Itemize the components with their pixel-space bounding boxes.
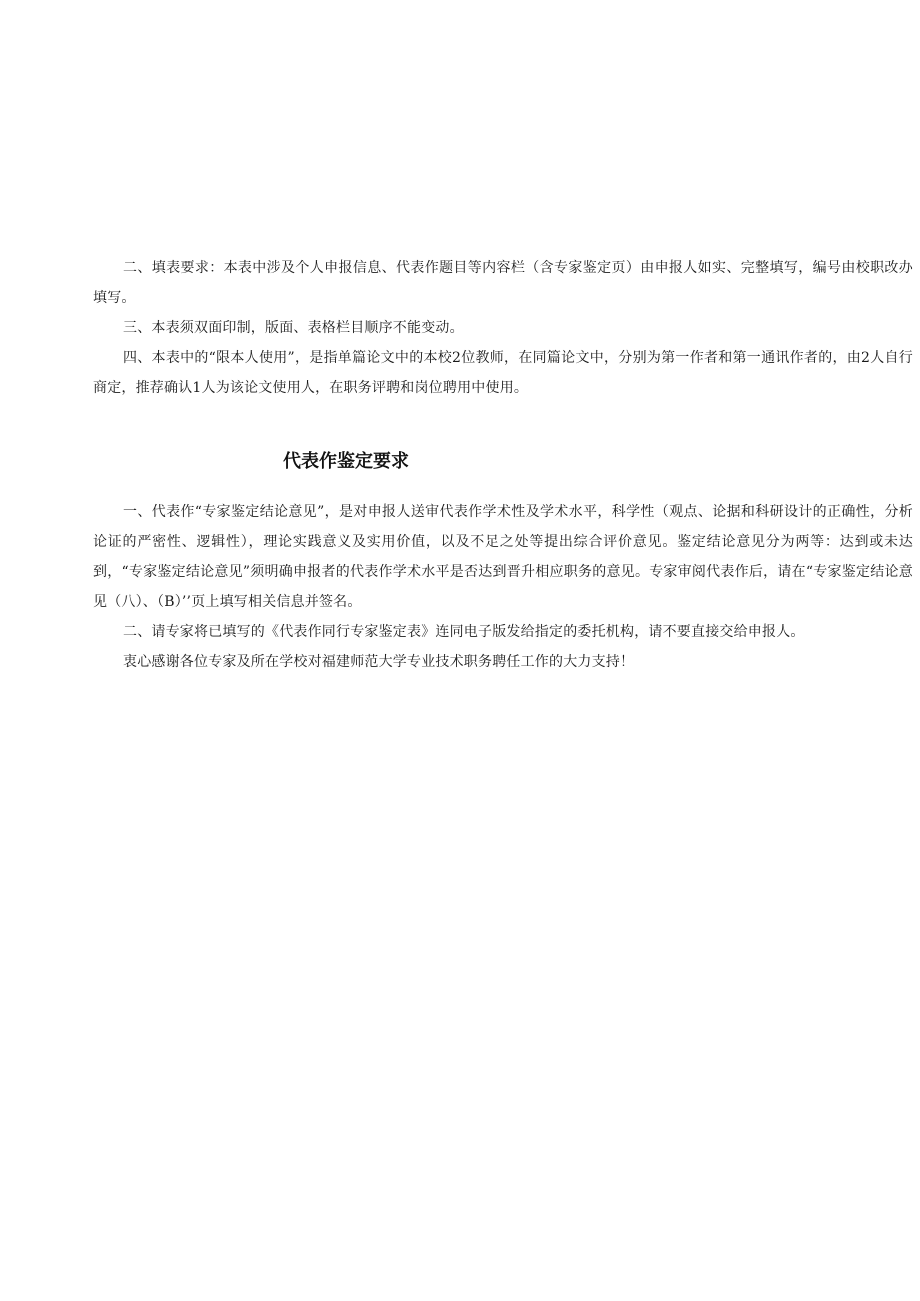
requirement-item-2: 二、请专家将已填写的《代表作同行专家鉴定表》连同电子版发给指定的委托机构，请不要直接交给申报人。 [123,624,805,640]
instruction-item-2: 二、填表要求：本表中涉及个人申报信息、代表作题目等内容栏（含专家鉴定页）由申报人如实、完整填写，编号由校职改办填写。 [93,260,913,306]
thanks-note: 衷心感谢各位专家及所在学校对福建师范大学专业技术职务聘任工作的大力支持！ [123,654,635,670]
instruction-item-3: 三、本表须双面印制，版面、表格栏目顺序不能变动。 [123,320,464,336]
requirement-item-1: 一、代表作“专家鉴定结论意见”，是对申报人送审代表作学术性及学术水平，科学性（观点、论据和科研设计的正确性，分析论证的严密性、逻辑性），理论实践意义及实用价值，以及不足之处等提出综合评价意见。鉴定结论意见分为两等：达到或未达到，“专家鉴定结论意见”须明确申报者的代表作学术水平是否达到晋升相应职务的意见。专家审阅代表作后，请在“专家鉴定结论意见（八）、（B）’’页上填写相关信息并签名。 [93,504,913,610]
section-title: 代表作鉴定要求 [283,451,409,472]
appraisal-requirements [93,497,913,677]
instruction-item-4: 四、本表中的“限本人使用”，是指单篇论文中的本校2位教师，在同篇论文中，分别为第一作者和第一通讯作者的，由2人自行商定，推荐确认1人为该论文使用人，在职务评聘和岗位聘用中使用。 [93,350,913,396]
filling-instructions [93,253,913,403]
